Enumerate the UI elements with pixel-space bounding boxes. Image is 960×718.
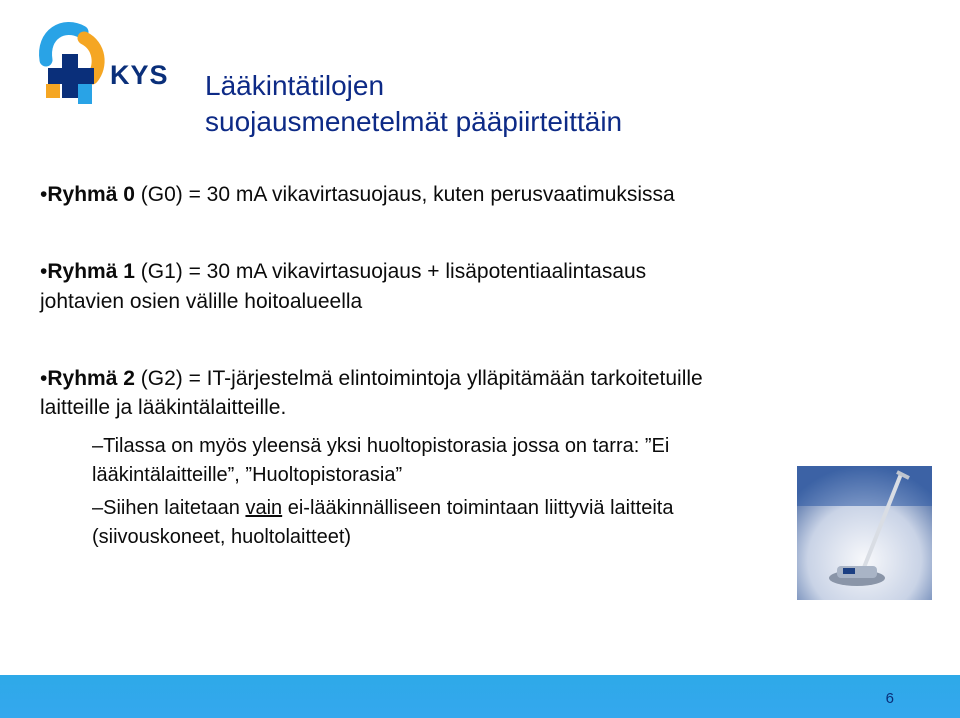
bullet-text: (G2) = IT-järjestelmä elintoimintoja ylläpitämään tarkoitetuille (134, 367, 703, 390)
subitem-0-line-1: –Tilassa on myös yleensä yksi huoltopistorasia jossa on tarra: ”Ei (92, 435, 670, 457)
bullet-dot: • (40, 367, 48, 390)
bullet-group-1 (40, 257, 646, 286)
slide-title (205, 68, 622, 140)
bullet-dot: • (40, 260, 48, 283)
bullet-bold: Ryhmä 0 (47, 183, 135, 206)
page-number: 6 (885, 690, 894, 707)
footer-bar (0, 673, 960, 718)
bullet-cont-1: johtavien osien välille hoitoalueella (40, 290, 363, 313)
bullet-text: (G0) = 30 mA vikavirtasuojaus, kuten perusvaatimuksissa (134, 183, 675, 206)
kys-logo-mark (36, 20, 116, 115)
bullet-text: (G1) = 30 mA vikavirtasuojaus + lisäpotentiaalintasaus (134, 260, 647, 283)
bullet-bold: Ryhmä 1 (47, 260, 135, 283)
bullet-cont-2: laitteille ja lääkintälaitteille. (40, 396, 287, 419)
bullet-group-2 (40, 364, 703, 393)
subitem-1-post: ei-lääkinnälliseen toimintaan liittyviä laitteita (282, 497, 674, 519)
bullet-group-0 (40, 180, 675, 209)
title-line-2: suojausmenetelmät pääpiirteittäin (205, 106, 623, 137)
kys-logo (36, 20, 206, 120)
subitem-1-line-2: (siivouskoneet, huoltolaitteet) (92, 526, 352, 548)
floor-cleaner-photo (797, 466, 932, 600)
subitem-1-line-1 (92, 494, 673, 523)
bullet-bold: Ryhmä 2 (47, 367, 135, 390)
bullet-dot: • (40, 183, 48, 206)
logo-text: KYS (110, 60, 169, 90)
subitem-1-pre: –Siihen laitetaan (92, 497, 246, 519)
title-line-1: Lääkintätilojen (205, 70, 385, 101)
subitem-0-line-2: lääkintälaitteille”, ”Huoltopistorasia” (92, 464, 403, 486)
subitem-1-underlined: vain (245, 497, 283, 519)
